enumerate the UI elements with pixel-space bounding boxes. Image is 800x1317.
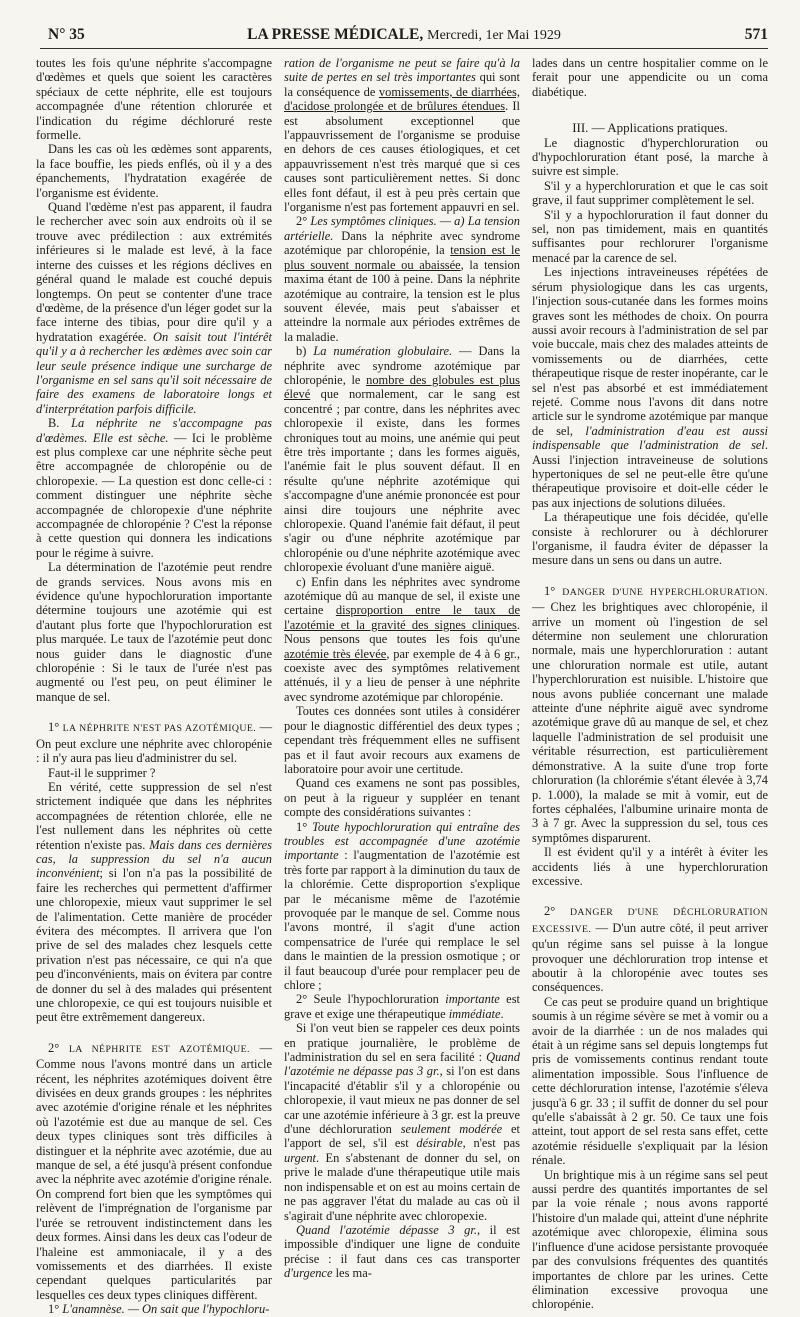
text-run: . xyxy=(500,1006,504,1021)
subsection-heading: DANGER D'UNE DÉCHLORURATION EXCESSIVE. xyxy=(532,907,768,935)
text-run: — D'un autre côté, il peut arriver qu'un régime sans sel puisse à la longue provoquer une déchloruration trop intense et aboutir à la chloropénie avec toutes ses conséquences. xyxy=(532,920,768,995)
italic-run: Les symptômes cliniques. — a) La tension artérielle. xyxy=(284,214,520,243)
section-title: Applications pratiques. xyxy=(607,120,728,136)
text-run: — On peut exclure une néphrite avec chloropénie : il n'y aura pas lieu d'administrer du sel. xyxy=(36,720,273,766)
paragraph: Quand ces examens ne sont pas possibles, on peut à la rigueur y suppléer en tenant compte des considérations suivantes : xyxy=(284,776,520,820)
text-run: Si l'on veut bien se rappeler ces deux points en pratique journalière, le problème de l'administration du sel en sera facilité : xyxy=(284,1021,520,1065)
text-run: Les injections intraveineuses répétées de sérum physiologique dans les cas urgents, l'injection sous-cutanée dans les formes moins graves sont les méthodes de choix. On pourra aussi avoir recours à l'administration de sel par voie buccale, mais chez des malades atteints de vomissements ou de diarrhées, cette thérapeutique risque de rester inopérante, car le sel n'est pas absorbé et est immédiatement rejeté. Comme nous l'avons dit dans notre article sur le syndrome azotémique par manque de sel, xyxy=(532,265,768,438)
text-column-3 xyxy=(532,56,768,1312)
text-run: , n'est pas xyxy=(462,1136,520,1151)
subsection-paragraph xyxy=(532,584,768,845)
subsection-paragraph xyxy=(532,904,768,994)
header-rule xyxy=(40,48,768,49)
italic-run: L'anamnèse. — On sait que l'hypochloru- xyxy=(62,1302,270,1317)
italic-run: d'urgence xyxy=(284,1266,333,1281)
text-run: Dans la néphrite avec syndrome azotémique par chloropénie, la xyxy=(284,228,520,258)
italic-run: importante xyxy=(445,992,500,1007)
paragraph xyxy=(36,200,272,416)
text-run: . En s'abstenant de donner du sel, on prive le malade d'une thérapeutique utile mais non indispensable et on est au moins certain de ne pas aggraver l'état du malade au cas où il s'agirait d'une néphrite avec chloropexie. xyxy=(284,1150,520,1223)
paragraph: La thérapeutique une fois décidée, qu'elle consiste à rechlorurer ou à déchlorurer l'organisme, il faudra éviter de dépasser la mesure dans un sens ou dans un autre. xyxy=(532,510,768,568)
italic-run: Mais dans ces dernières cas, la suppression du sel n'a aucun inconvénient xyxy=(36,837,272,881)
subsection-heading: DANGER D'UNE HYPERCHLORURATION. xyxy=(562,586,768,598)
page-header xyxy=(40,26,768,46)
paragraph: S'il y a hypochloruration il faut donner du sel, non pas timidement, mais en quantités suffisantes pour rechlorurer l'organisme menacé par la carence de sel. xyxy=(532,207,768,265)
issue-date: Mercredi, 1er Mai 1929 xyxy=(427,28,561,43)
text-run: 2° xyxy=(296,214,311,229)
paragraph xyxy=(284,992,520,1021)
text-run: — Dans la néphrite avec syndrome azotémique par chloropénie, le xyxy=(284,344,520,387)
text-run: 1° xyxy=(48,1302,63,1317)
paragraph xyxy=(284,214,520,344)
text-run: , il est impossible d'indiquer une ligne de conduite précise : il faut dans ces cas transporter xyxy=(284,1222,520,1266)
paragraph: Il est évident qu'il y a intérêt à éviter les accidents liés à une hyperchloruration excessive. xyxy=(532,845,768,888)
italic-run: La néphrite ne s'accompagne pas d'œdèmes. Elle est sèche. xyxy=(36,416,272,445)
paragraph xyxy=(284,1021,520,1223)
text-run: . Il est absolument exceptionnel que l'appauvrissement de l'organisme se produise en dehors de ces causes étiologiques, et cet appauvrissement n'est très marqué que si ces causes sont particulièrement nettes. Si donc elles font défaut, il est à peu près certain que l'organisme n'est pas fortement appauvri en sel. xyxy=(284,99,520,215)
italic-run: ration de l'organisme ne peut se faire qu'à la suite de pertes en sel très importantes xyxy=(284,56,520,85)
text-run: 2° Seule l'hypochloruration xyxy=(296,992,446,1007)
paragraph: S'il y a hyperchloruration et que le cas soit grave, il faut supprimer complètement le sel. xyxy=(532,178,768,208)
text-run: — Chez les brightiques avec chloropénie, il arrive un moment où l'ingestion de sel détermine non seulement une chloruration normale, mais une hyperchloruration : autant une chloruration normale est utile, autant l'hyperchloruration est nuisible. L'histoire que nous avons publiée concernant une malade atteinte d'une néphrite aiguë avec syndrome azotémique grave dû au manque de sel, et chez laquelle l'administration de sel produisit une véritable résurrection, est particulièrement démonstrative. A la suite d'une trop forte chloruration (la chlorémie s'étant élevée à 3,74 p. 1.000), la malade se mit à vomir, eut de fortes céphalées, l'albumine urinaire monta de 3 à 7 gr. Avec la suppression du sel, tous ces symptômes disparurent. xyxy=(532,600,768,845)
subsection-heading: LA NÉPHRITE EST AZOTÉMIQUE. xyxy=(68,1043,250,1055)
paragraph xyxy=(284,820,520,993)
paragraph xyxy=(36,1302,272,1316)
text-run: : l'augmentation de l'azotémie est très forte par rapport à la diminution du taux de la chlorémie. Cette disproportion s'explique par le mécanisme même de l'azotémie provoquée par le manque de sel. Comme nous l'avons montré, il s'agit d'une action compensatrice de l'urée qui remplace le sel dans le maintien de la pression osmotique ; or il faut beaucoup d'urée pour remplacer peu de chlore ; xyxy=(284,848,520,992)
paragraph xyxy=(532,265,768,510)
italic-run: La numération globulaire. xyxy=(313,344,453,359)
text-run: . Nous pensons que toutes les fois qu'une xyxy=(284,617,520,647)
text-run: c) Enfin dans les néphrites avec syndrome azotémique dû au manque de sel, il existe une certaine xyxy=(284,574,520,618)
text-run: ; si l'on n'a pas la possibilité de faire les recherches qui permettent d'affirmer une chloropexie, mieux vaut supprimer le sel de l'alimentation. Cette manière de procéder évitera des mécomptes. Il arrivera que l'on prive de sel des malades chez lesquels cette privation n'est pas nécessaire, ce qui n'a que peu d'inconvénients, mais on évitera par contre de donner du sel à des malades qui présentent une chloropexie, ce qui est toujours nuisible et peut être extrêmement dangereux. xyxy=(36,866,272,1025)
text-run: 2° xyxy=(544,904,570,919)
subsection-paragraph xyxy=(36,1041,272,1302)
text-run: qui sont la conséquence de xyxy=(284,70,520,99)
italic-run: On saisit tout l'intérêt qu'il y a à rechercher les œdèmes avec soin car leur seule présence indique une surcharge de l'organisme en sel sans qu'il soit nécessaire de faire des examens de laboratoire longs et d'interprétation parfois difficile. xyxy=(36,329,272,416)
text-run: que normalement, car le sang est concentré ; par contre, dans les néphrites avec chloropexie il existe, dans les formes chroniques tout au moins, une anémie qui peut être très importante ; dans les formes aiguës, l'anémie fait le plus souvent défaut. Il en résulte qu'une néphrite azotémique qui s'accompagne d'une anémie prononcée est pour ainsi dire toujours une néphrite avec chloropexie. Quand l'anémie fait défaut, il peut s'agir ou d'une néphrite azotémique par chloropénie ou d'une néphrite azotémique avec chloropexie évoluant d'une manière aiguë. xyxy=(284,387,520,575)
text-run: — Comme nous l'avons montré dans un article récent, les néphrites azotémiques doivent être divisées en deux grands groupes : les néphrites avec azotémie d'origine rénale et les néphrites où l'azotémie est due au manque de sel. Ces deux types cliniques sont très difficiles à distinguer et la néphrite avec azotémie, due au manque de sel, a été jusqu'à présent confondue avec la néphrite avec azotémie d'origine rénale. On comprend fort bien que les symptômes qui relèvent de l'imprégnation de l'organisme par l'urée se retrouvent indistinctement dans les deux formes. Ainsi dans les deux cas l'odeur de l'haleine est ammoniacale, il y a des vomissements et des diarrhées. Il existe cependant quelques particularités par lesquelles ces deux types cliniques diffèrent. xyxy=(36,1040,273,1302)
page-number-right: 571 xyxy=(744,26,768,43)
text-run: , si l'on est dans l'incapacité d'établir s'il y a chloropénie ou chloropexie, il vaut mieux ne pas donner de sel car une azotémie inférieure à 3 gr. est la preuve d'une déchloruration xyxy=(284,1064,521,1137)
italic-run: désirable xyxy=(416,1136,463,1151)
text-column-1 xyxy=(36,56,273,1317)
text-run: 2° xyxy=(48,1040,69,1055)
paragraph xyxy=(36,780,272,1025)
text-run: les ma- xyxy=(332,1266,372,1281)
journal-name: LA PRESSE MÉDICALE, xyxy=(247,26,424,43)
paragraph xyxy=(284,344,520,575)
page-number-left: N° 35 xyxy=(48,26,85,43)
text-run: B. xyxy=(48,416,72,431)
underlined-run: nombre des globules est plus élevé xyxy=(284,372,520,402)
underlined-run: disproportion entre le taux de l'azotémie et la gravité des signes cliniques xyxy=(284,603,520,632)
italic-run: immédiate xyxy=(448,1006,501,1021)
text-run: 1° xyxy=(296,819,313,834)
italic-run: Quand l'azotémie dépasse 3 gr. xyxy=(296,1222,477,1237)
text-run: 1° xyxy=(48,720,63,735)
underlined-run: tension est le plus souvent normale ou abaissée xyxy=(284,243,520,272)
text-run: , la tension maxima étant de 100 à peine. Dans la néphrite azotémique au contraire, la tension est le plus souvent élevée, mais peut s'abaisser et atteindre la normale aux périodes extrêmes de la maladie. xyxy=(284,257,520,344)
paragraph: toutes les fois qu'une néphrite s'accompagne d'œdèmes et quels que soient les caractères spéciaux de cette néphrite, elle est toujours accompagnée d'une rétention chlorurée et l'indication du régime déchloruré reste formelle. xyxy=(36,56,272,143)
paragraph xyxy=(284,56,520,214)
italic-run: Toute hypochloruration qui entraîne des troubles est accompagnée d'une azotémie importante xyxy=(284,819,520,863)
paragraph xyxy=(284,575,520,705)
journal-title xyxy=(40,26,768,44)
paragraph: Le diagnostic d'hyperchloruration ou d'hypochloruration étant posé, la marche à suivre est simple. xyxy=(532,135,768,179)
text-run: En vérité, cette suppression de sel n'est strictement indiquée que dans les néphrites accompagnées de rétention chlorée, elle ne l'est nullement dans les néphrites où cette rétention n'existe pas. xyxy=(36,779,272,852)
text-run: 1° xyxy=(544,583,563,598)
italic-run: urgent xyxy=(284,1150,317,1165)
paragraph: lades dans un centre hospitalier comme on le ferait pour une appendicite ou un coma diabétique. xyxy=(532,56,768,99)
italic-run: l'administration d'eau est aussi indispensable que l'administration de sel xyxy=(532,423,768,453)
text-run: Quand l'œdème n'est pas apparent, il faudra le rechercher avec soin aux endroits où il se trouve avec prédilection : aux extrémités inférieures si le malade est levé, à la face interne des cuisses et les régions déclives en général quand le malade est couché depuis longtemps. On peut se contenter d'une trace d'œdème, de la présence d'un léger godet sur la face interne des tibias, pour dire qu'il y a hydratation exagérée. xyxy=(36,200,272,344)
text-column-2 xyxy=(284,56,521,1281)
underlined-run: azotémie très élevée xyxy=(284,646,387,661)
text-run: — Ici le problème est plus complexe car une néphrite sèche peut être accompagnée de chloropénie ou de chloropexie. — La question est donc celle-ci : comment distinguer une néphrite sèche accompagnée de chloropexie d'une néphrite accompagnée de chloropénie ? C'est la réponse à cette question qui donnera les indications pour le régime à suivre. xyxy=(36,430,272,560)
paragraph xyxy=(284,1223,520,1281)
text-run: est grave et exige une thérapeutique xyxy=(284,992,520,1021)
text-run: , par exemple de 4 à 6 gr., coexiste avec des symptômes relativement atténués, il y a lieu de penser à une néphrite avec syndrome azotémique par chloropénie. xyxy=(284,646,520,704)
subsection-heading: LA NÉPHRITE N'EST PAS AZOTÉMIQUE. xyxy=(62,723,257,735)
text-run: et l'apport de sel, s'il est xyxy=(284,1122,520,1151)
paragraph: Dans les cas où les œdèmes sont apparents, la face bouffie, les pieds enflés, où il y a des épanchements, l'hydratation exagérée de l'organisme est évidente. xyxy=(36,142,272,200)
subsection-paragraph xyxy=(36,720,272,765)
section-heading xyxy=(532,121,768,135)
paragraph: Ce cas peut se produire quand un brightique soumis à un régime sévère se met à vomir ou a avoir de la diarrhée : un de nos malades qui était à un régime sans sel depuis longtemps fut pris de vomissements continus rendant toute alimentation impossible. Sous l'influence de cette déchloruration intense, l'azotémie s'éleva jusqu'à 6 gr. 33 ; il suffit de donner du sel pour qu'elle s'abaissât à 2 gr. 50. Ce taux une fois atteint, tout apport de sel resta sans effet, cette azotémie résiduelle s'expliquait par la lésion rénale. xyxy=(532,994,768,1168)
paragraph xyxy=(36,416,272,560)
italic-run: seulement modérée xyxy=(400,1122,503,1137)
paragraph: Un brightique mis à un régime sans sel peut aussi perdre des quantités importantes de sel par la voie rénale ; nous avons rapporté l'histoire d'un malade qui, atteint d'une néphrite azotémique avec chloropexie, élimina sous l'influence d'une acidose persistante provoquée par des convulsions fréquentes des quantités importantes de chlore par les urines. Cette élimination excessive provoqua une chloropénie. xyxy=(532,1167,768,1312)
underlined-run: vomissements, de diarrhées, d'acidose prolongée et de brûlures étendues xyxy=(284,84,520,114)
section-number: III. — xyxy=(572,120,608,136)
paragraph: Faut-il le supprimer ? xyxy=(48,765,156,780)
text-run: . Aussi l'injection intraveineuse de solutions hypertoniques de sel ne peut-elle être qu'une thérapeutique provisoire et doit-elle céder le pas aux injections de solutions diluées. xyxy=(532,438,768,510)
paragraph: La détermination de l'azotémie peut rendre de grands services. Nous avons mis en évidence qu'une hypochloruration importante détermine toujours une azotémie qui est d'autant plus forte que l'hypochloruration est plus marquée. Le taux de l'azotémie peut donc nous guider dans le diagnostic d'une chloropénie : Si le taux de l'urée n'est pas augmenté ou l'est peu, on peut éliminer le manque de sel. xyxy=(36,560,272,704)
italic-run: Quand l'azotémie ne dépasse pas 3 gr. xyxy=(284,1050,520,1079)
paragraph: Toutes ces données sont utiles à considérer pour le diagnostic différentiel des deux types ; cependant très fréquemment elles ne suffisent pas et il faut avoir recours aux examens de laboratoire pour avoir une certitude. xyxy=(284,704,520,776)
text-run: b) xyxy=(296,344,314,359)
